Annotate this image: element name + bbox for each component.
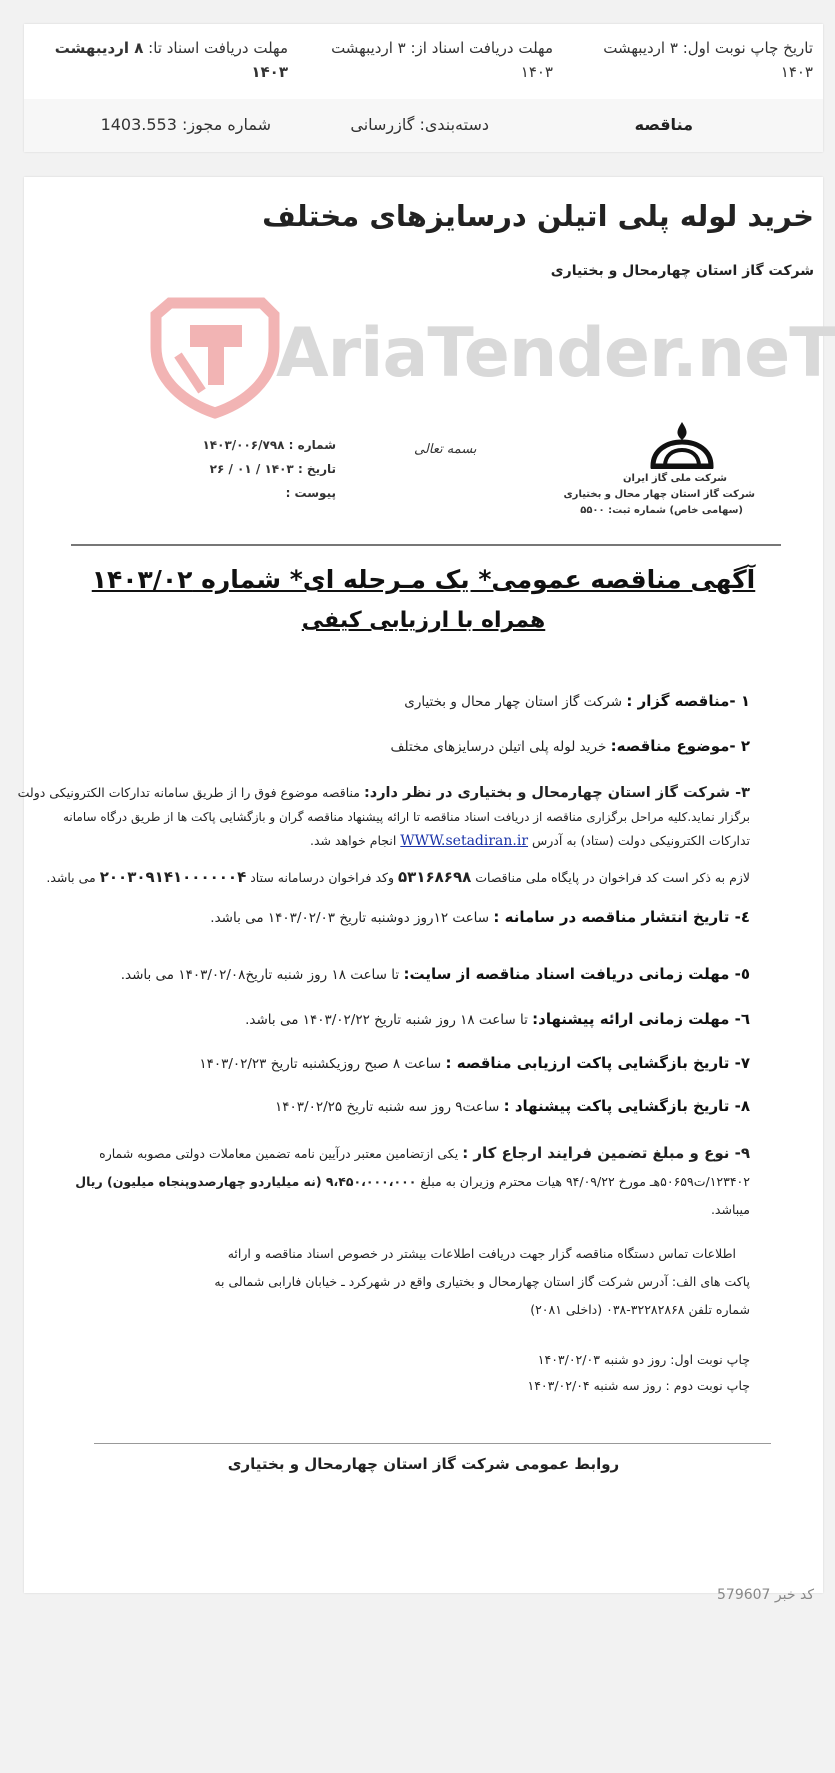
contact-line3: شماره تلفن ۳۲۲۸۲۸۶۸-۰۳۸ (داخلی ۲۰۸۱) bbox=[530, 1302, 750, 1317]
notice-title-line1: آگهی مناقصه عمومی* یک مـرحله ای* شماره ۱۴۰۳/۰۲ bbox=[91, 565, 756, 594]
item-guarantee bbox=[70, 1139, 750, 1224]
notice-title bbox=[24, 559, 823, 641]
item-docs-deadline-label: ٥- مهلت زمانی دریافت اسناد مناقصه از سایت: bbox=[403, 965, 750, 983]
tender-meta-card bbox=[24, 24, 823, 152]
guarantee-amount: ۹،۴۵۰،۰۰۰،۰۰۰ (نه میلیاردو چهارصدوپنجاه میلیون) ریال bbox=[75, 1174, 417, 1189]
footer-divider bbox=[94, 1443, 771, 1444]
contact-line2: پاکت های الف: آدرس شرکت گاز استان چهارمحال و بختیاری واقع در شهرکرد ـ خیابان فارابی شمالی به bbox=[214, 1274, 750, 1289]
watermark bbox=[150, 300, 835, 410]
letter-attachment-label: پیوست : bbox=[285, 486, 336, 500]
item-eval-opening bbox=[90, 1052, 750, 1075]
item-subject bbox=[90, 735, 750, 758]
docs-to-deadline bbox=[48, 36, 288, 84]
item-bid-opening-text: ساعت۹ روز سه شنبه تاریخ ۱۴۰۳/۰۲/۲۵ bbox=[275, 1099, 500, 1115]
item-tenderer bbox=[90, 690, 750, 713]
letter-date-label: تاریخ : bbox=[297, 462, 336, 476]
footer-signature: روابط عمومی شرکت گاز استان چهارمحال و بختیاری bbox=[227, 1455, 620, 1473]
tender-meta-row bbox=[24, 99, 823, 152]
license-number: شماره مجوز: 1403.553 bbox=[100, 115, 271, 134]
tender-category: دسته‌بندی: گازرسانی bbox=[350, 115, 489, 134]
item-intent-text2: برگزار نماید.کلیه مراحل برگزاری مناقصه از دریافت اسناد مناقصه تا ارائه پیشنهاد مناقصه گران و بازگشایی پاکت ها از طریق درگاه سامانه bbox=[62, 810, 750, 824]
letterhead-line3: (سهامی خاص) شماره ثبت: ۵۵۰۰ bbox=[580, 505, 743, 516]
letter-ref-block bbox=[164, 433, 336, 505]
docs-from-deadline bbox=[313, 36, 553, 84]
setad-tender-code: ۲۰۰۳۰۹۱۴۱۰۰۰۰۰۰۴ bbox=[99, 868, 247, 886]
tender-type: مناقصه bbox=[634, 115, 693, 134]
letterhead-line2: شرکت گاز استان چهار محال و بختیاری bbox=[563, 489, 755, 500]
codes-text-a: لازم به ذکر است کد فراخوان در پایگاه ملی مناقصات bbox=[475, 870, 750, 885]
setadiran-link[interactable]: WWW.setadiran.ir bbox=[400, 833, 529, 849]
contact-line1: اطلاعات تماس دستگاه مناقصه گزار جهت دریافت اطلاعات بیشتر در خصوص اسناد مناقصه و ارائه bbox=[227, 1246, 736, 1261]
letterhead-line1: شرکت ملی گاز ایران bbox=[623, 473, 727, 484]
first-print-date: تاریخ چاپ نوبت اول: ۳ اردیبهشت ۱۴۰۳ bbox=[603, 39, 813, 81]
codes-text-b: وکد فراخوان درسامانه ستاد bbox=[250, 870, 395, 885]
docs-from-value: ۳ اردیبهشت ۱۴۰۳ bbox=[331, 39, 553, 81]
item-eval-opening-label: ۷- تاریخ بازگشایی پاکت ارزیابی مناقصه : bbox=[445, 1054, 750, 1072]
page-title: خرید لوله پلی اتیلن درسایزهای مختلف bbox=[262, 199, 814, 233]
print-dates bbox=[350, 1347, 750, 1399]
item-intent-text3b: انجام خواهد شد. bbox=[309, 833, 397, 848]
codes-text-c: می باشد. bbox=[46, 870, 96, 885]
header-divider bbox=[71, 544, 781, 546]
item-docs-deadline-text: تا ساعت ۱۸ روز شنبه تاریخ۱۴۰۳/۰۲/۰۸ می باشد. bbox=[120, 967, 400, 983]
tender-detail-card bbox=[17, 177, 835, 1603]
item-bid-deadline bbox=[90, 1008, 750, 1031]
item-bid-opening bbox=[90, 1095, 750, 1118]
item-guarantee-text2: ۱۲۳۴۰۲/ت۵۰۶۵۹هـ مورخ ۹۴/۰۹/۲۲ هیات محترم وزیران به مبلغ bbox=[420, 1174, 750, 1189]
letterhead-logo bbox=[563, 420, 755, 530]
item-intent bbox=[17, 781, 750, 853]
item-guarantee-label: ۹- نوع و مبلغ تضمین فرایند ارجاع کار : bbox=[462, 1144, 750, 1162]
item-publish-date-label: ٤- تاریخ انتشار مناقصه در سامانه : bbox=[493, 908, 750, 926]
organization-name: شرکت گاز استان چهارمحال و بختیاری bbox=[550, 263, 814, 279]
item-publish-date-text: ساعت ۱۲روز دوشنبه تاریخ ۱۴۰۳/۰۲/۰۳ می باشد. bbox=[210, 910, 490, 926]
item-tenderer-label: ۱ -مناقصه گزار : bbox=[626, 692, 750, 710]
basmala: بسمه تعالی bbox=[414, 442, 477, 457]
letter-number: ۱۴۰۳/۰۰۶/۷۹۸ bbox=[202, 438, 285, 452]
item-intent-text1: مناقصه موضوع فوق را از طریق سامانه تدارکات الکترونیکی دولت bbox=[17, 785, 360, 800]
news-code: کد خبر 579607 bbox=[717, 1587, 814, 1603]
letter-number-label: شماره : bbox=[288, 438, 336, 452]
item-bid-opening-label: ۸- تاریخ بازگشایی پاکت پیشنهاد : bbox=[503, 1097, 750, 1115]
item-bid-deadline-label: ٦- مهلت زمانی ارائه پیشنهاد: bbox=[532, 1010, 750, 1028]
national-tender-code: ۵۳۱۶۸۶۹۸ bbox=[398, 868, 472, 886]
item-docs-deadline bbox=[50, 963, 750, 986]
docs-to-label: مهلت دریافت اسناد تا: bbox=[148, 39, 288, 57]
notice-title-line2: همراه با ارزیابی کیفی bbox=[301, 608, 546, 633]
watermark-logo-icon bbox=[150, 295, 280, 417]
item-guarantee-text3: میباشد. bbox=[710, 1202, 750, 1217]
item-guarantee-text1: یکی ازتضامین معتبر درآیین نامه تضمین معاملات دولتی مصوبه شماره bbox=[99, 1146, 459, 1161]
print-second: چاپ نوبت دوم : روز سه شنبه ۱۴۰۳/۰۲/۰۴ bbox=[527, 1378, 750, 1393]
letter-date: ۱۴۰۳ / ۰۱ / ۲۶ bbox=[209, 462, 294, 476]
contact-info bbox=[90, 1240, 750, 1324]
item-tenderer-text: شرکت گاز استان چهار محال و بختیاری bbox=[404, 694, 623, 710]
item-bid-deadline-text: تا ساعت ۱۸ روز شنبه تاریخ ۱۴۰۳/۰۲/۲۲ می باشد. bbox=[245, 1012, 528, 1028]
item-subject-label: ۲ -موضوع مناقصه: bbox=[610, 737, 750, 755]
print-first: چاپ نوبت اول: روز دو شنبه ۱۴۰۳/۰۲/۰۳ bbox=[537, 1352, 750, 1367]
item-publish-date bbox=[90, 906, 750, 929]
item-intent-text3a: تدارکات الکترونیکی دولت (ستاد) به آدرس bbox=[532, 833, 750, 848]
docs-to-value: ۸ اردیبهشت ۱۴۰۳ bbox=[54, 39, 288, 81]
item-intent-label: ۳- شرکت گاز استان چهارمحال و بختیاری در نظر دارد: bbox=[363, 785, 750, 801]
tender-codes bbox=[46, 865, 750, 890]
watermark-text: AriaTender.neT bbox=[276, 314, 835, 393]
item-subject-text: خرید لوله پلی اتیلن درسایزهای مختلف bbox=[390, 739, 607, 755]
item-eval-opening-text: ساعت ۸ صبح روزیکشنبه تاریخ ۱۴۰۳/۰۲/۲۳ bbox=[199, 1056, 442, 1072]
gas-company-logo-icon bbox=[647, 420, 717, 472]
docs-from-label: مهلت دریافت اسناد از: bbox=[410, 39, 553, 57]
